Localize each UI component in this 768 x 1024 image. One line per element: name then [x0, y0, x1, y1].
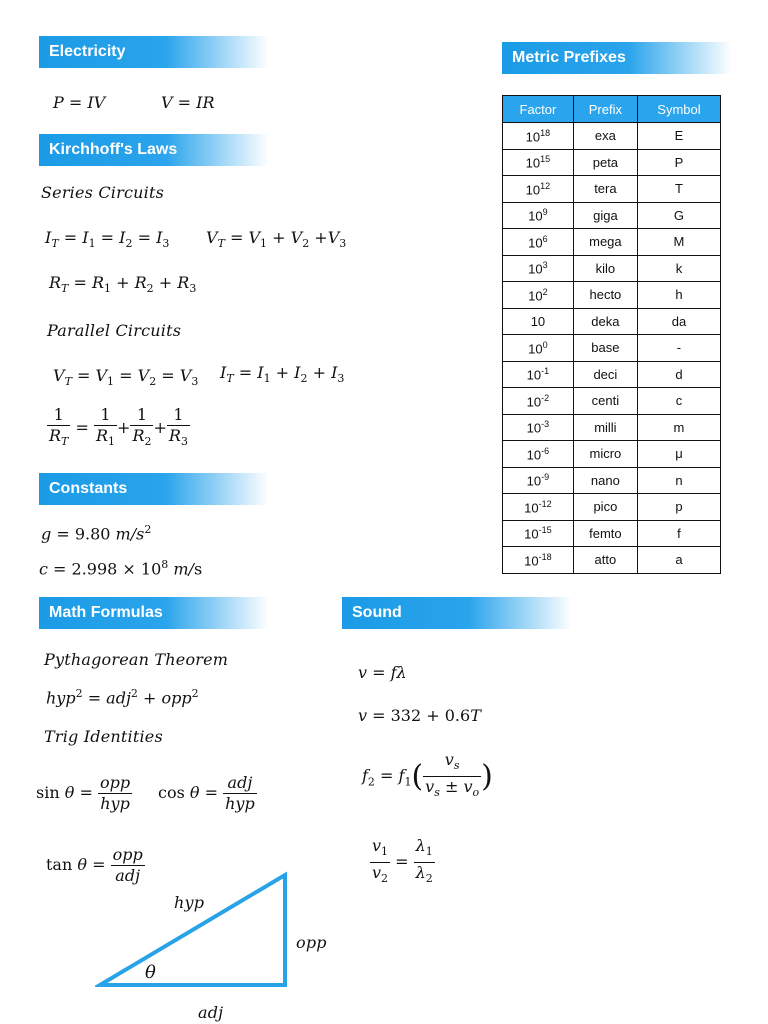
prefix-cell: giga	[573, 202, 637, 229]
equation-gravity: g = 9.80 $m/s^2$	[41, 523, 152, 544]
column-header-factor: Factor	[503, 96, 574, 123]
table-row	[503, 361, 721, 388]
prefix-cell: base	[573, 335, 637, 362]
equation-pythagorean: hyp$^2$ = adj$^2$ + opp$^2$	[46, 687, 199, 708]
table-row	[503, 282, 721, 309]
label-hypotenuse: hyp	[174, 893, 205, 912]
symbol-cell: P	[637, 149, 720, 176]
prefix-cell: femto	[573, 520, 637, 547]
factor-cell: $10^{-1}$	[503, 361, 574, 388]
factor-cell: $10^6$	[503, 229, 574, 256]
symbol-cell: d	[637, 361, 720, 388]
equation-wave-speed: v = fλ	[358, 663, 407, 682]
prefix-cell: deci	[573, 361, 637, 388]
triangle-shape	[100, 875, 285, 985]
prefix-cell: kilo	[573, 255, 637, 282]
header-math-formulas: Math Formulas	[39, 597, 269, 629]
table-row	[503, 308, 721, 335]
factor-cell: $10^{18}$	[503, 123, 574, 150]
symbol-cell: p	[637, 494, 720, 521]
label-theta: θ	[145, 962, 157, 983]
label-pythagorean: Pythagorean Theorem	[44, 650, 229, 669]
prefix-cell: nano	[573, 467, 637, 494]
prefix-cell: atto	[573, 547, 637, 574]
prefix-cell: milli	[573, 414, 637, 441]
equation-series-resistance: $R_T = R_1 + R_2 + R_3$	[49, 273, 197, 296]
symbol-cell: n	[637, 467, 720, 494]
factor-cell: $10^{15}$	[503, 149, 574, 176]
factor-cell: $10^0$	[503, 335, 574, 362]
factor-cell: $10^{-15}$	[503, 520, 574, 547]
table-row	[503, 149, 721, 176]
label-opposite: opp	[296, 933, 327, 952]
equation-doppler: $f_2 = f_1$( $\frac{v_s}{v_s \pm v_o}$ )	[362, 750, 493, 800]
table-row	[503, 229, 721, 256]
label-parallel-circuits: Parallel Circuits	[47, 321, 182, 340]
table-row	[503, 494, 721, 521]
equation-parallel-voltage: $V_T = V_1 = V_2 = V_3$	[53, 366, 199, 389]
factor-cell: $10^{-12}$	[503, 494, 574, 521]
prefix-cell: centi	[573, 388, 637, 415]
table-row	[503, 441, 721, 468]
header-sound: Sound	[342, 597, 572, 629]
equation-series-current: $I_T = I_1 = I_2 = I_3$	[45, 228, 170, 251]
factor-cell: $10^{-9}$	[503, 467, 574, 494]
table-row	[503, 335, 721, 362]
equation-power: P = IV	[53, 93, 106, 112]
equation-tangent: tan θ = $\frac{\text{opp}}{\text{adj}}$	[46, 845, 143, 885]
table-row	[503, 255, 721, 282]
prefix-cell: hecto	[573, 282, 637, 309]
equation-series-voltage: $V_T = V_1 + V_2 +V_3$	[206, 228, 347, 251]
symbol-cell: m	[637, 414, 720, 441]
table-row	[503, 547, 721, 574]
symbol-cell: h	[637, 282, 720, 309]
symbol-cell: a	[637, 547, 720, 574]
prefix-cell: pico	[573, 494, 637, 521]
table-row	[503, 520, 721, 547]
symbol-cell: f	[637, 520, 720, 547]
symbol-cell: T	[637, 176, 720, 203]
equation-wavelength-ratio: $\frac{v_1}{v_2}$ = $\frac{\lambda_1}{\lambda_2}$	[372, 836, 433, 886]
factor-cell: $10^{-3}$	[503, 414, 574, 441]
prefix-cell: micro	[573, 441, 637, 468]
right-triangle-diagram	[95, 870, 295, 995]
equation-speed-of-sound: v = 332 + 0.6T	[358, 706, 481, 725]
symbol-cell: E	[637, 123, 720, 150]
table-row	[503, 414, 721, 441]
table-row	[503, 123, 721, 150]
prefix-cell: deka	[573, 308, 637, 335]
label-trig-identities: Trig Identities	[44, 727, 163, 746]
factor-cell: $10^9$	[503, 202, 574, 229]
column-header-symbol: Symbol	[637, 96, 720, 123]
factor-cell: $10^2$	[503, 282, 574, 309]
table-header-row	[503, 96, 721, 123]
factor-cell: 10	[503, 308, 574, 335]
header-metric-prefixes: Metric Prefixes	[502, 42, 732, 74]
table-row	[503, 176, 721, 203]
header-kirchhoff: Kirchhoff's Laws	[39, 134, 269, 166]
metric-prefixes-table	[502, 95, 721, 574]
prefix-cell: mega	[573, 229, 637, 256]
symbol-cell: c	[637, 388, 720, 415]
symbol-cell: k	[637, 255, 720, 282]
equation-speed-of-light: $c = 2.998 \times 10^8$ m/s	[39, 558, 203, 579]
symbol-cell: M	[637, 229, 720, 256]
equation-parallel-resistance: $\frac{1}{R_T}$ = $\frac{1}{R_1}$ + $\frac{1}{R_2}$ + $\frac{1}{R_3}$	[49, 405, 188, 449]
label-series-circuits: Series Circuits	[41, 183, 164, 202]
column-header-prefix: Prefix	[573, 96, 637, 123]
symbol-cell: μ	[637, 441, 720, 468]
header-constants: Constants	[39, 473, 269, 505]
factor-cell: $10^3$	[503, 255, 574, 282]
symbol-cell: da	[637, 308, 720, 335]
equation-parallel-current: $I_T = I_1 + I_2 + I_3$	[220, 363, 345, 386]
equation-ohms-law: V = IR	[161, 93, 215, 112]
equation-sine: sin θ = $\frac{\text{opp}}{\text{hyp}}$	[36, 773, 131, 813]
table-row	[503, 202, 721, 229]
table-row	[503, 467, 721, 494]
prefix-cell: exa	[573, 123, 637, 150]
factor-cell: $10^{12}$	[503, 176, 574, 203]
factor-cell: $10^{-2}$	[503, 388, 574, 415]
symbol-cell: -	[637, 335, 720, 362]
table-row	[503, 388, 721, 415]
prefix-cell: tera	[573, 176, 637, 203]
label-adjacent: adj	[198, 1003, 224, 1022]
factor-cell: $10^{-18}$	[503, 547, 574, 574]
symbol-cell: G	[637, 202, 720, 229]
prefix-cell: peta	[573, 149, 637, 176]
header-electricity: Electricity	[39, 36, 269, 68]
factor-cell: $10^{-6}$	[503, 441, 574, 468]
equation-cosine: cos θ = $\frac{\text{adj}}{\text{hyp}}$	[158, 773, 255, 813]
